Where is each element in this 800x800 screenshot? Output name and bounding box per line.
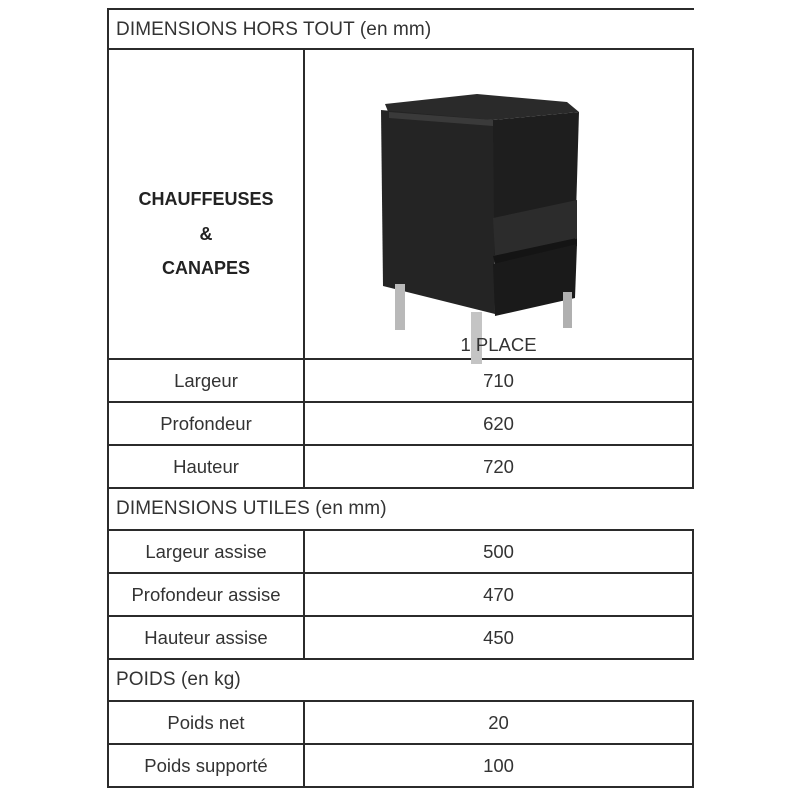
table-row	[107, 531, 694, 574]
row-value: 470	[305, 574, 694, 615]
row-label: Profondeur	[107, 403, 305, 444]
category-line-1: CHAUFFEUSES	[138, 189, 274, 209]
table-row	[107, 574, 694, 617]
table-row	[107, 702, 694, 745]
armchair-image	[377, 88, 597, 368]
row-label: Largeur assise	[107, 531, 305, 572]
section-title-utiles: DIMENSIONS UTILES (en mm)	[107, 489, 694, 531]
row-value: 450	[305, 617, 694, 658]
category-line-2: &	[199, 223, 213, 244]
row-value: 710	[305, 360, 694, 401]
row-label: Poids net	[107, 702, 305, 743]
row-label: Largeur	[107, 360, 305, 401]
row-label: Hauteur	[107, 446, 305, 487]
row-value: 20	[305, 702, 694, 743]
spec-sheet	[107, 8, 694, 788]
section-title-poids: POIDS (en kg)	[107, 660, 694, 702]
row-label: Hauteur assise	[107, 617, 305, 658]
table-row	[107, 446, 694, 489]
row-value: 620	[305, 403, 694, 444]
product-header-row	[107, 50, 694, 360]
product-category	[107, 50, 305, 358]
row-value: 500	[305, 531, 694, 572]
table-row	[107, 403, 694, 446]
table-row	[107, 617, 694, 660]
variant-label: 1 PLACE	[460, 334, 537, 355]
row-label: Poids supporté	[107, 745, 305, 786]
product-image-cell	[305, 50, 694, 358]
row-label: Profondeur assise	[107, 574, 305, 615]
table-row	[107, 360, 694, 403]
section-title-hors-tout: DIMENSIONS HORS TOUT (en mm)	[107, 8, 694, 50]
row-value: 720	[305, 446, 694, 487]
category-line-3: CANAPES	[161, 258, 250, 278]
table-row	[107, 745, 694, 788]
row-value: 100	[305, 745, 694, 786]
